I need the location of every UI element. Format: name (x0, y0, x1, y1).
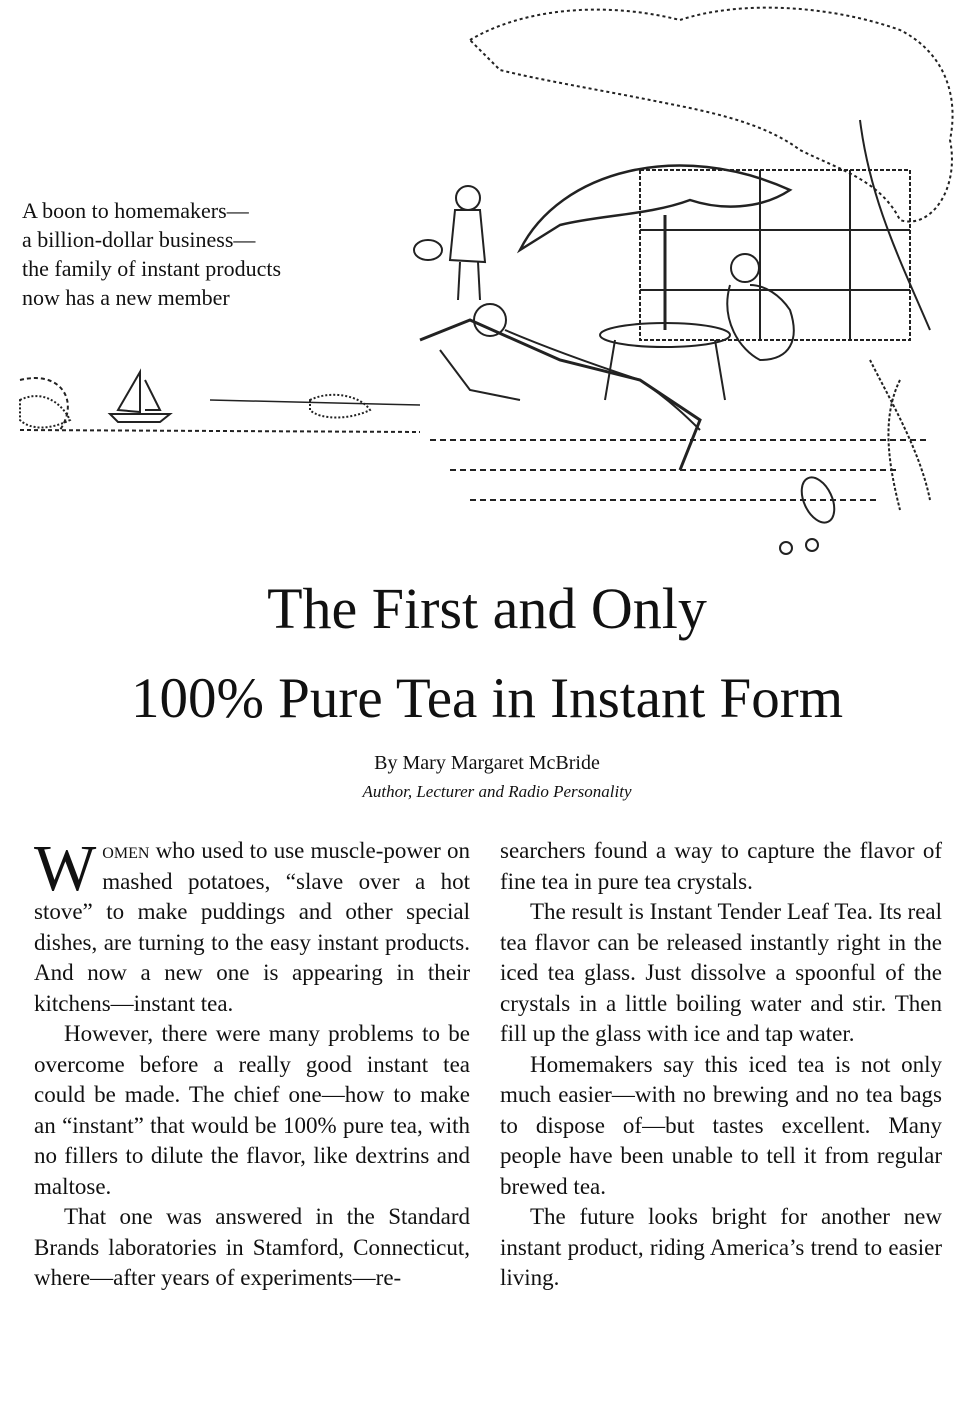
horizon (210, 400, 420, 405)
article-paragraph: The result is Instant Tender Leaf Tea. Its real tea flavor can be released instantly right in the iced tea glass. Just dissolve a spoonful of the crystals in a little boiling water and stir. Then fill up the glass with ice and tap water. (500, 899, 942, 1046)
racket-on-ground (795, 472, 841, 527)
article-paragraph: Homemakers say this iced tea is not only much easier—with no brewing and no tea bags to dispose of—but tastes excellent. Many people have been unable to tell it from regular brewed tea. (500, 1051, 942, 1199)
article-paragraph (34, 832, 470, 1019)
article-paragraph: searchers found a way to capture the flavor of fine tea in pure tea crystals. (500, 838, 942, 894)
bushes-left (20, 396, 70, 427)
potted-plant (870, 360, 930, 510)
headline-line-1: The First and Only (267, 576, 707, 641)
article-paragraph: However, there were many problems to be overcome before a really good instant tea could be made. The chief one—how to make an “instant” that would be 100% pure tea, with no fillers to dilute the flavor, like dextrins and maltose. (34, 1021, 470, 1199)
article-column-right (500, 836, 942, 1294)
seated-person (731, 254, 759, 282)
patio-floor (430, 440, 930, 500)
paragraph-text: who used to use muscle-power on mashed potatoes, “slave over a hot stove” to make puddings and other special dishes, are turning to the easy instant products. And now a new one is appearing in their kitchens—instant tea. (34, 838, 470, 1016)
tagline-line: a billion-dollar business— (22, 227, 256, 252)
bushes-center (310, 395, 370, 418)
lounge-chair (420, 320, 700, 470)
umbrella (520, 166, 790, 250)
tagline-line: A boon to homemakers— (22, 198, 249, 223)
byline: By Mary Margaret McBride (374, 752, 600, 774)
article-column-left (34, 832, 470, 1294)
house-wall (640, 170, 910, 340)
tagline (22, 196, 281, 312)
tagline-line: the family of instant products (22, 256, 282, 281)
tree-trunk (860, 120, 930, 330)
tagline-line: now has a new member (22, 285, 230, 310)
article-paragraph: That one was answered in the Standard Brands laboratories in Stamford, Connecticut, where—after years of experiments—re- (34, 1204, 470, 1290)
headline-line-2: 100% Pure Tea in Instant Form (130, 667, 844, 730)
lead-word: omen (102, 838, 150, 863)
drop-cap: W (34, 832, 97, 905)
tennis-racket (414, 240, 442, 260)
article-paragraph: The future looks bright for another new instant product, riding America’s trend to easier living. (500, 1204, 942, 1290)
reclining-person (474, 304, 506, 336)
sailboat (118, 372, 160, 412)
standing-person (456, 186, 480, 210)
tree-foliage (470, 8, 953, 222)
author-credit: Author, Lecturer and Radio Personality (362, 782, 632, 801)
shoreline (20, 378, 420, 432)
